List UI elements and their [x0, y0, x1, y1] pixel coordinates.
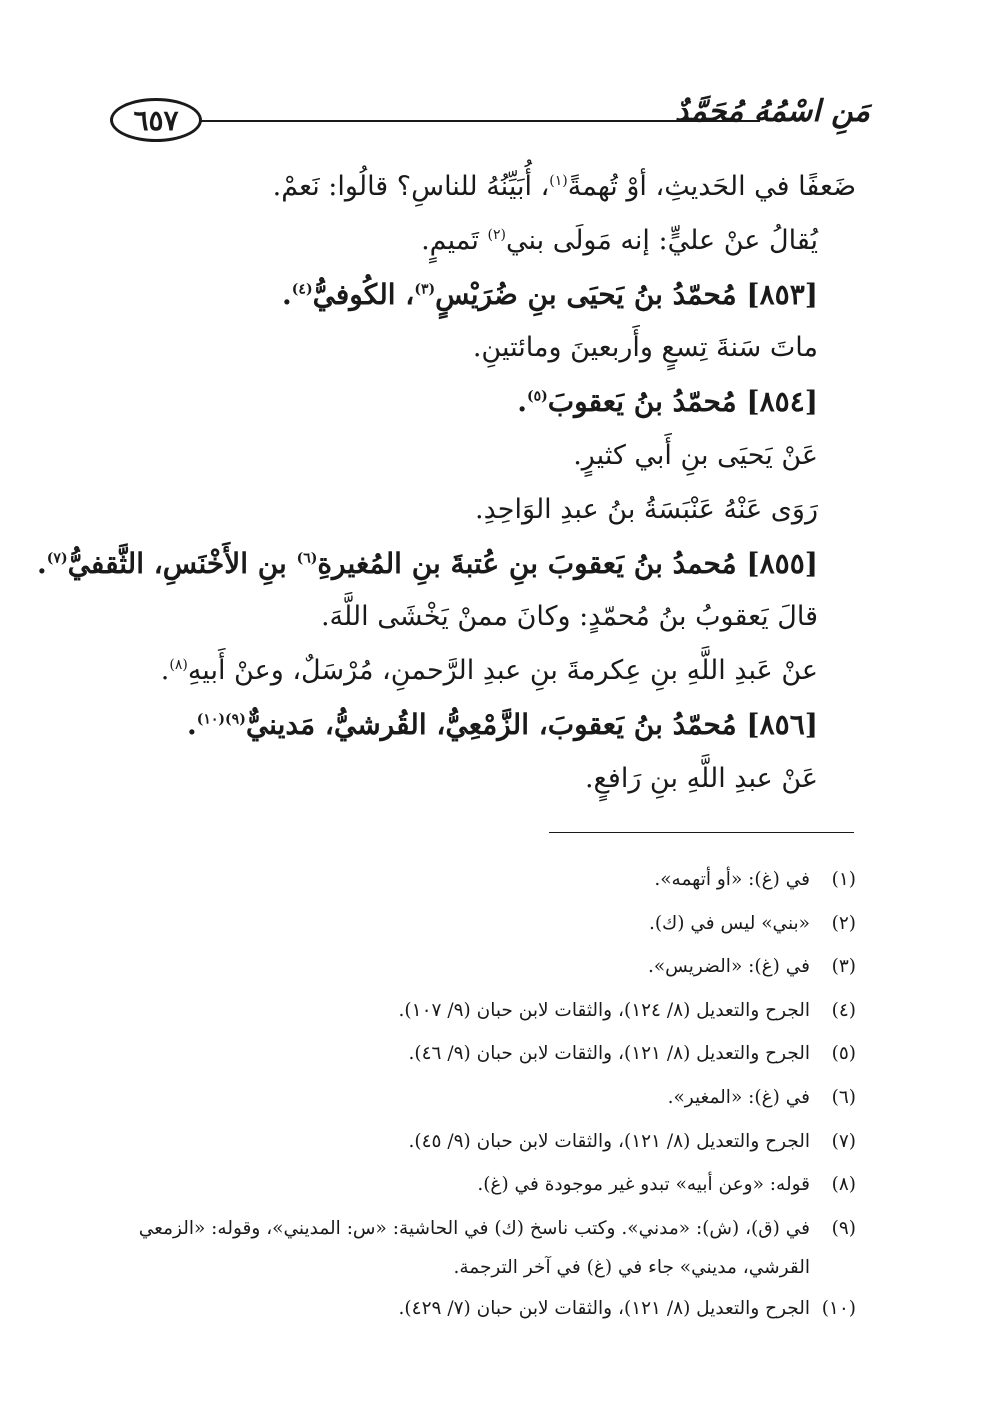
footnote-number: (٨)	[831, 1174, 856, 1196]
line-text: عنْ عَبدِ اللَّهِ بنِ عِكرمةَ بنِ عبدِ الرَّحمنِ، مُرْسَلٌ، وعنْ أَبيهِ	[187, 655, 818, 687]
footnote-item	[91, 989, 856, 1033]
biography-entry-heading	[126, 375, 856, 429]
footnote-item	[91, 1120, 856, 1164]
line-text: [٨٥٣] مُحمّدُ بنُ يَحيَى بنِ ضُرَيْسٍ	[435, 277, 818, 311]
footnote-marker[interactable]: (٣)	[414, 281, 436, 298]
line-text: [٨٥٤] مُحمّدُ بنُ يَعقوبَ	[547, 385, 818, 419]
body-line	[126, 752, 856, 806]
footnote-item	[91, 945, 856, 989]
footnote-item	[91, 1076, 856, 1120]
line-text: يُقالُ عنْ عليٍّ: إنه مَولَى بني	[505, 224, 818, 256]
footnote-marker[interactable]: (٢)	[487, 226, 506, 243]
page-header	[110, 92, 870, 146]
footnote-number: (١٠)	[821, 1297, 856, 1319]
footnote-marker[interactable]: (٨)	[169, 657, 188, 674]
footnote-marker[interactable]: (٩)(١٠)	[196, 711, 246, 728]
footnote-number: (٥)	[831, 1043, 856, 1065]
line-text: عَنْ عبدِ اللَّهِ بنِ رَافعٍ.	[584, 762, 818, 794]
footnote-item	[91, 1287, 856, 1331]
footnote-marker[interactable]: (٥)	[526, 388, 548, 405]
running-title: مَنِ اسْمُهُ مُحَمَّدٌ	[674, 94, 870, 129]
footnote-text: الجرح والتعديل (٨/ ١٢٤)، والثقات لابن حبان (٩/ ١٠٧).	[398, 999, 810, 1021]
footnotes	[91, 858, 856, 1330]
body-line	[126, 214, 856, 268]
footnote-separator	[549, 832, 854, 833]
footnote-text: في (غ): «أو أتهمه».	[654, 869, 810, 890]
footnote-number: (١)	[831, 869, 856, 890]
body-line	[126, 321, 856, 375]
footnote-marker[interactable]: (٦)	[296, 550, 318, 567]
footnote-item	[91, 858, 856, 902]
footnote-number: (٢)	[831, 912, 856, 934]
footnote-text: في (غ): «المغير».	[667, 1086, 810, 1108]
line-text: [٨٥٥] مُحمدُ بنُ يَعقوبَ بنِ عُتبةَ بنِ المُغيرةِ	[317, 546, 818, 580]
footnote-text: الجرح والتعديل (٨/ ١٢١)، والثقات لابن حبان (٧/ ٤٢٩).	[398, 1297, 810, 1319]
page-number: ٦٥٧	[110, 98, 202, 142]
biography-entry-heading	[37, 537, 856, 591]
footnote-text: قوله: «وعن أبيه» تبدو غير موجودة في (غ).	[477, 1174, 810, 1196]
footnote-number: (٣)	[831, 956, 856, 978]
line-text-continued: بنِ الأَخْنَسِ، الثَّقفيُّ	[67, 546, 297, 580]
main-text	[37, 160, 856, 806]
line-text-continued: .	[160, 655, 170, 687]
footnote-number: (٤)	[831, 999, 856, 1021]
biography-entry-heading	[126, 268, 856, 322]
biography-entry-heading	[126, 698, 856, 752]
footnote-marker[interactable]: (٤)	[291, 281, 313, 298]
line-text-continued: .	[517, 385, 527, 419]
footnote-marker[interactable]: (٧)	[46, 550, 68, 567]
footnote-item	[91, 902, 856, 946]
line-text: قالَ يَعقوبُ بنُ مُحمّدٍ: وكانَ ممنْ يَخْشَى اللَّهَ.	[320, 601, 818, 633]
line-text-end: .	[282, 277, 292, 311]
footnote-item	[91, 1163, 856, 1207]
body-line	[126, 483, 856, 537]
line-text-continued: ، الكُوفيُّ	[312, 277, 415, 311]
footnote-text: الجرح والتعديل (٨/ ١٢١)، والثقات لابن حبان (٩/ ٤٦).	[408, 1043, 810, 1065]
line-text: [٨٥٦] مُحمّدُ بنُ يَعقوبَ، الزَّمْعِيُّ، القُرشيُّ، مَدينيٌّ	[245, 707, 818, 741]
body-line	[126, 590, 856, 644]
footnote-text: في (غ): «الضريس».	[647, 956, 810, 978]
footnote-text: «بني» ليس في (ك).	[648, 912, 810, 934]
footnote-item	[91, 1207, 856, 1287]
footnote-item	[91, 1032, 856, 1076]
line-text: عَنْ يَحيَى بنِ أَبي كثيرٍ.	[573, 439, 818, 471]
footnote-text: الجرح والتعديل (٨/ ١٢١)، والثقات لابن حبان (٩/ ٤٥).	[408, 1130, 810, 1152]
footnote-number: (٧)	[831, 1130, 856, 1152]
footnote-number: (٦)	[831, 1086, 856, 1108]
footnote-number: (٩)	[831, 1217, 856, 1239]
footnote-text: في (ق)، (ش): «مدني». وكتب ناسخ (ك) في الحاشية: «س: المديني»، وقوله: «الزمعي القرشي، مديني» جاء في (غ) في آخر الترجمة.	[138, 1217, 810, 1278]
line-text: ماتَ سَنةَ تِسعٍ وأَربعينَ ومائتينِ.	[472, 332, 818, 364]
footnote-marker[interactable]: (١)	[549, 173, 568, 189]
line-text: رَوَى عَنْهُ عَنْبَسَةُ بنُ عبدِ الوَاحِدِ.	[475, 493, 818, 525]
body-line	[126, 429, 856, 483]
line-text-continued: ، أُبَيِّنُهُ للناسِ؟ قالُوا: نَعمْ.	[272, 171, 550, 202]
body-line	[126, 644, 856, 698]
line-text: ضَعفًا في الحَديثِ، أوْ تُهمةً	[567, 171, 856, 202]
line-text-end: .	[37, 546, 47, 580]
body-line	[126, 160, 856, 214]
line-text-continued: تَميمٍ.	[421, 224, 488, 256]
line-text-continued: .	[186, 707, 197, 741]
